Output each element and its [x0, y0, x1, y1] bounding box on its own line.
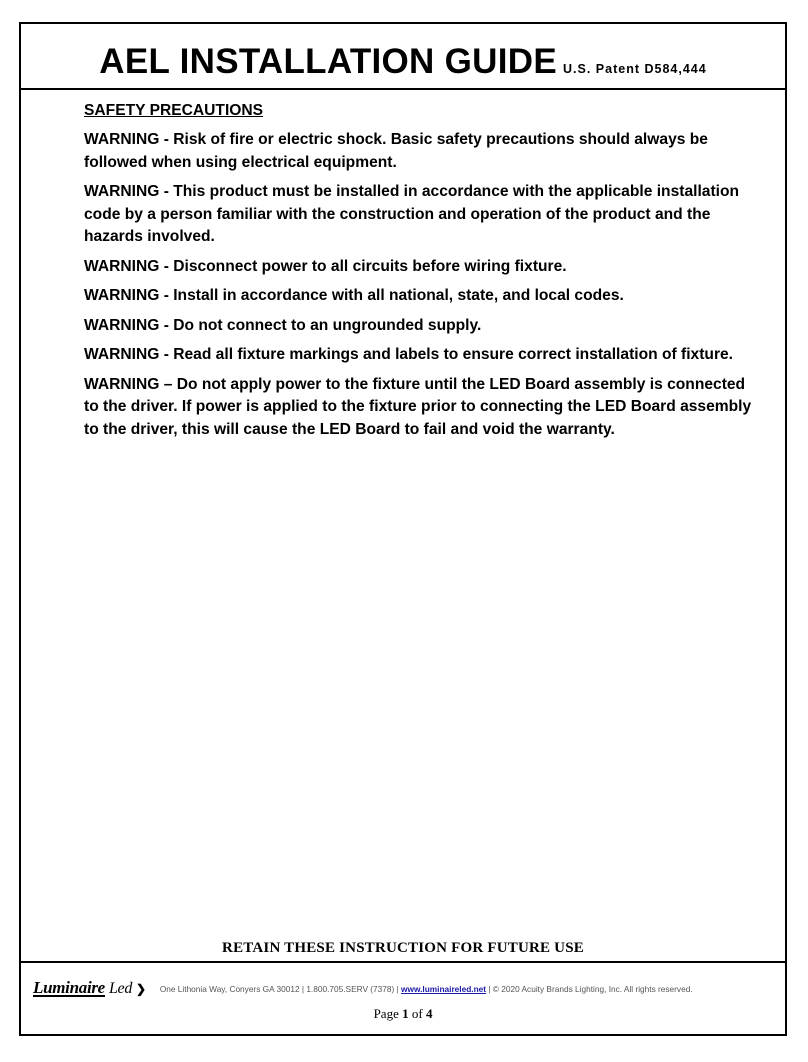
page-total: 4 [425, 1006, 433, 1021]
page-label: Page [373, 1006, 399, 1021]
retain-notice: RETAIN THESE INSTRUCTION FOR FUTURE USE [222, 940, 584, 956]
copyright-text: | © 2020 Acuity Brands Lighting, Inc. All rights reserved. [488, 984, 693, 994]
logo-text-primary: Luminaire [33, 978, 105, 997]
website-link[interactable]: www.luminaireled.net [401, 984, 487, 994]
footer-row [33, 980, 693, 998]
warning-item: WARNING - Risk of fire or electric shock. Basic safety precautions should always be followed when using electrical equipment. [84, 131, 708, 171]
warning-item: WARNING - Install in accordance with all national, state, and local codes. [84, 287, 624, 304]
page-number [21, 1006, 785, 1022]
title-divider [21, 88, 785, 90]
section-heading: SAFETY PRECAUTIONS [84, 102, 264, 119]
document-title: AEL INSTALLATION GUIDE [99, 42, 558, 81]
warning-item: WARNING - Disconnect power to all circuits before wiring fixture. [84, 257, 567, 275]
warning-item: WARNING - Read all fixture markings and labels to ensure correct installation of fixture. [84, 346, 734, 363]
warning-item: WARNING – Do not apply power to the fixture until the LED Board assembly is connected to the driver. If power is applied to the fixture prior to connecting the LED Board assembly to the driver, this will cause the LED Board to fail and void the warranty. [84, 375, 752, 438]
page-frame [19, 22, 787, 1036]
page-current: 1 [402, 1006, 409, 1021]
warning-item: WARNING - This product must be installed in accordance with the applicable installation code by a person familiar with the construction and operation of the product and the hazards involved. [84, 183, 740, 245]
patent-number: U.S. Patent D584,444 [563, 62, 707, 76]
page-of: of [411, 1006, 423, 1021]
contact-info [160, 984, 693, 994]
luminaire-led-logo [33, 980, 146, 998]
warning-item: WARNING - Do not connect to an ungrounded supply. [84, 316, 482, 334]
chevron-right-icon: ❯ [136, 982, 146, 996]
title-row [21, 42, 785, 82]
logo-text-secondary: Led [108, 980, 133, 997]
footer-divider [21, 961, 785, 963]
contact-address: One Lithonia Way, Conyers GA 30012 | 1.800.705.SERV (7378) | [159, 984, 399, 994]
safety-section [84, 102, 756, 448]
